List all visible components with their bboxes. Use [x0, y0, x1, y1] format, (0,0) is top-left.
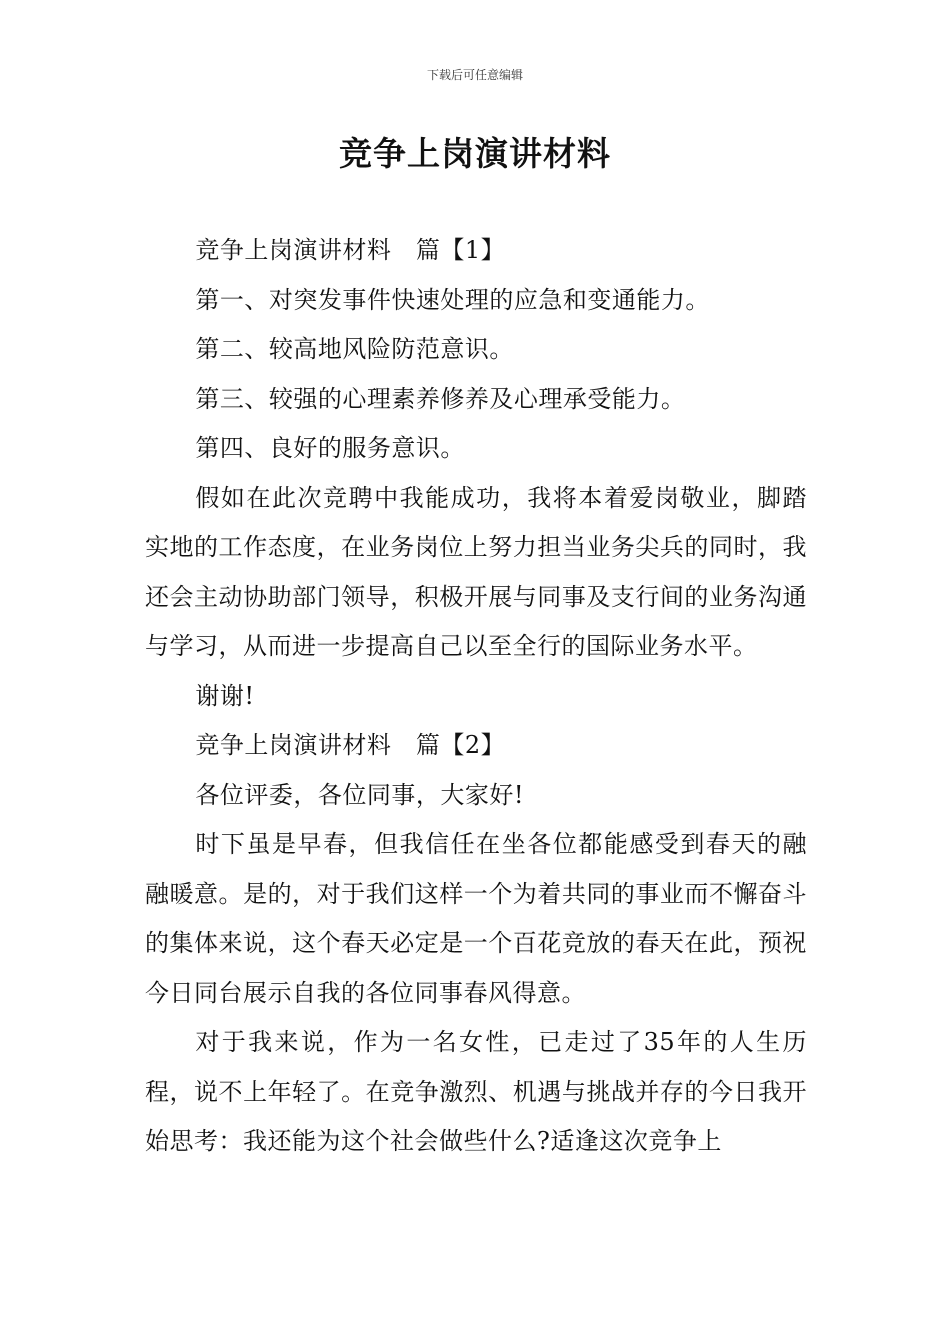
paragraph: 谢谢!	[195, 681, 255, 710]
section-heading-2: 竞争上岗演讲材料 篇【2】	[195, 731, 506, 759]
document-title: 竞争上岗演讲材料	[339, 134, 611, 173]
paragraph: 假如在此次竞聘中我能成功，我将本着爱岗敬业，脚踏实地的工作态度，在业务岗位上努力担当业务尖兵的同时，我还会主动协助部门领导，积极开展与同事及支行间的业务沟通与学习，从而进一步提高自己以至全行的国际业务水平。	[145, 483, 807, 660]
section-heading-1: 竞争上岗演讲材料 篇【1】	[195, 236, 506, 264]
paragraph: 第四、良好的服务意识。	[195, 434, 465, 462]
paragraph: 各位评委，各位同事，大家好!	[195, 780, 525, 809]
document-body	[145, 226, 807, 1167]
paragraph: 第三、较强的心理素养修养及心理承受能力。	[195, 384, 686, 413]
paragraph: 对于我来说，作为一名女性，已走过了35年的人生历程，说不上年轻了。在竞争激烈、机遇与挑战并存的今日我开始思考：我还能为这个社会做些什么?适逢这次竞争上	[145, 1028, 807, 1155]
paragraph: 时下虽是早春，但我信任在坐各位都能感受到春天的融融暖意。是的，对于我们这样一个为着共同的事业而不懈奋斗的集体来说，这个春天必定是一个百花竞放的春天在此，预祝今日同台展示自我的各位同事春风得意。	[145, 830, 807, 1007]
paragraph: 第二、较高地风险防范意识。	[195, 335, 514, 363]
paragraph: 第一、对突发事件快速处理的应急和变通能力。	[195, 285, 710, 314]
header-note: 下载后可任意编辑	[426, 68, 523, 82]
